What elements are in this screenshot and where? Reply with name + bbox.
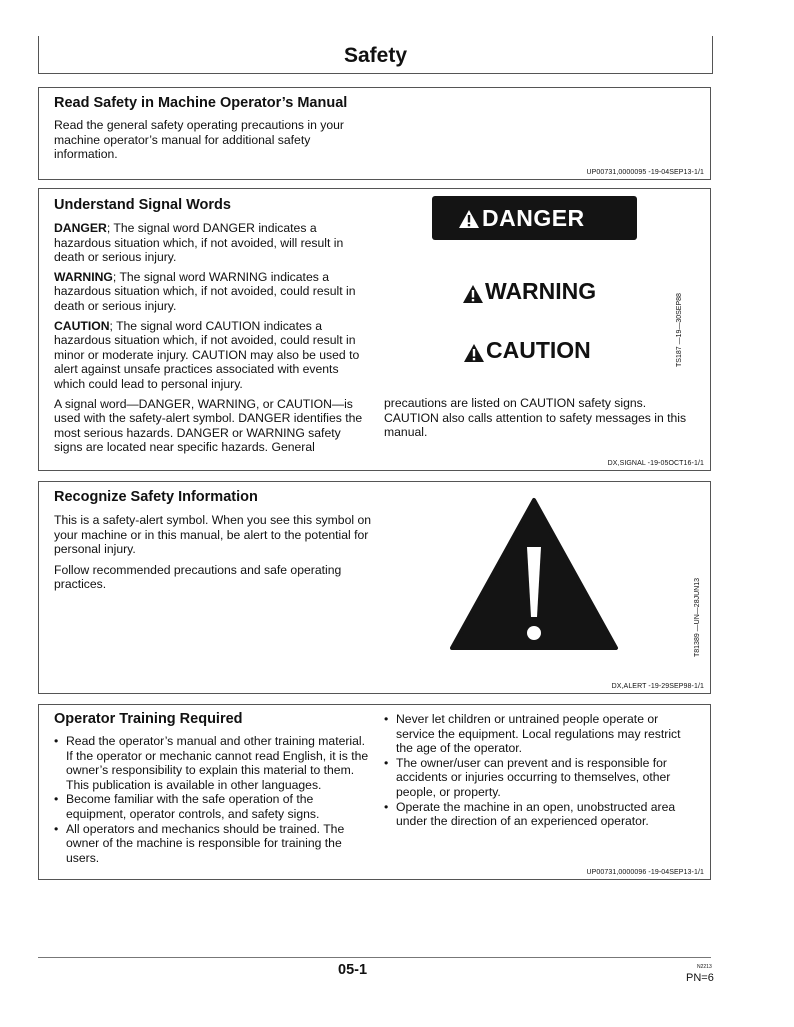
page-number: 05-1 bbox=[338, 962, 368, 978]
section-body: Read the general safety operating precautions in your machine operator’s manual for additional safety information. bbox=[54, 118, 344, 162]
pn-label: PN=6 bbox=[686, 972, 714, 984]
safety-alert-triangle-icon bbox=[463, 343, 485, 363]
list-item: • Never let children or untrained people operate or service the equipment. Local regulations may restrict the age of the operator. bbox=[384, 712, 694, 756]
safety-info-paragraph: Follow recommended precautions and safe operating practices. bbox=[54, 562, 342, 592]
reference-code: DX,SIGNAL -19-05OCT16-1/1 bbox=[607, 460, 704, 467]
list-item: • Operate the machine in an open, unobstructed area under the direction of an experienced operator. bbox=[384, 800, 694, 829]
safety-alert-triangle-icon bbox=[458, 209, 480, 229]
signal-words-continued: precautions are listed on CAUTION safety signs. CAUTION also calls attention to safety messages in this manual. bbox=[384, 396, 687, 440]
signal-words-text bbox=[54, 221, 369, 455]
list-item: • Read the operator’s manual and other training material. If the operator or mechanic cannot read English, it is the owner’s responsibility to explain this material to them. This publication is available in other languages. bbox=[54, 734, 372, 792]
image-code: T81389 —UN—28JUN13 bbox=[694, 578, 701, 657]
danger-sign bbox=[432, 196, 637, 240]
danger-description: ; The signal word DANGER indicates a hazardous situation which, if not avoided, will result in death or serious injury. bbox=[54, 221, 344, 265]
section-read-safety bbox=[38, 87, 711, 180]
page-title-box bbox=[38, 36, 713, 74]
section-title: Recognize Safety Information bbox=[54, 489, 258, 505]
section-safety-information bbox=[38, 481, 711, 694]
section-title: Read Safety in Machine Operator’s Manual bbox=[54, 95, 348, 111]
section-title: Understand Signal Words bbox=[54, 197, 231, 213]
reference-code: UP00731,0000095 -19-04SEP13-1/1 bbox=[586, 169, 704, 176]
footer-tiny-code: N2213 bbox=[697, 964, 712, 970]
section-operator-training bbox=[38, 704, 711, 880]
list-item: • The owner/user can prevent and is responsible for accidents or injuries occurring to themselves, other people, or property. bbox=[384, 756, 694, 800]
list-item: • All operators and mechanics should be trained. The owner of the machine is responsible for training the users. bbox=[54, 822, 372, 866]
safety-alert-triangle-icon bbox=[449, 497, 619, 652]
footer-divider bbox=[38, 957, 711, 958]
safety-info-text bbox=[54, 513, 374, 592]
safety-info-paragraph: This is a safety-alert symbol. When you see this symbol on your machine or in this manual, be alert to the potential for personal injury. bbox=[54, 513, 371, 557]
signal-word-general: A signal word—DANGER, WARNING, or CAUTION—is used with the safety-alert symbol. DANGER identifies the most serious hazards. DANGER or WARNING safety signs are located near specific hazards. General bbox=[54, 396, 363, 455]
warning-description: ; The signal word WARNING indicates a hazardous situation which, if not avoided, could result in death or serious injury. bbox=[54, 269, 356, 313]
reference-code: UP00731,0000096 -19-04SEP13-1/1 bbox=[586, 869, 704, 876]
section-title: Operator Training Required bbox=[54, 711, 243, 727]
caution-term: CAUTION bbox=[54, 318, 110, 333]
warning-sign-label: WARNING bbox=[485, 278, 597, 304]
page-title: Safety bbox=[343, 44, 408, 67]
list-item: • Become familiar with the safe operation of the equipment, operator controls, and safety signs. bbox=[54, 792, 372, 821]
training-right-list bbox=[384, 712, 694, 829]
caution-sign-label: CAUTION bbox=[486, 337, 591, 363]
danger-sign-label: DANGER bbox=[482, 205, 585, 231]
caution-description: ; The signal word CAUTION indicates a hazardous situation which, if not avoided, could result in minor or moderate injury. CAUTION may also be used to alert against unsafe practices associated with events which could lead to personal injury. bbox=[54, 318, 360, 391]
warning-term: WARNING bbox=[54, 269, 113, 284]
danger-term: DANGER bbox=[54, 221, 107, 235]
safety-alert-triangle-icon bbox=[462, 284, 484, 304]
reference-code: DX,ALERT -19-29SEP98-1/1 bbox=[611, 683, 704, 690]
training-left-list bbox=[54, 734, 372, 865]
image-code: TS187 —19—30SEP88 bbox=[676, 293, 683, 367]
section-signal-words bbox=[38, 188, 711, 471]
